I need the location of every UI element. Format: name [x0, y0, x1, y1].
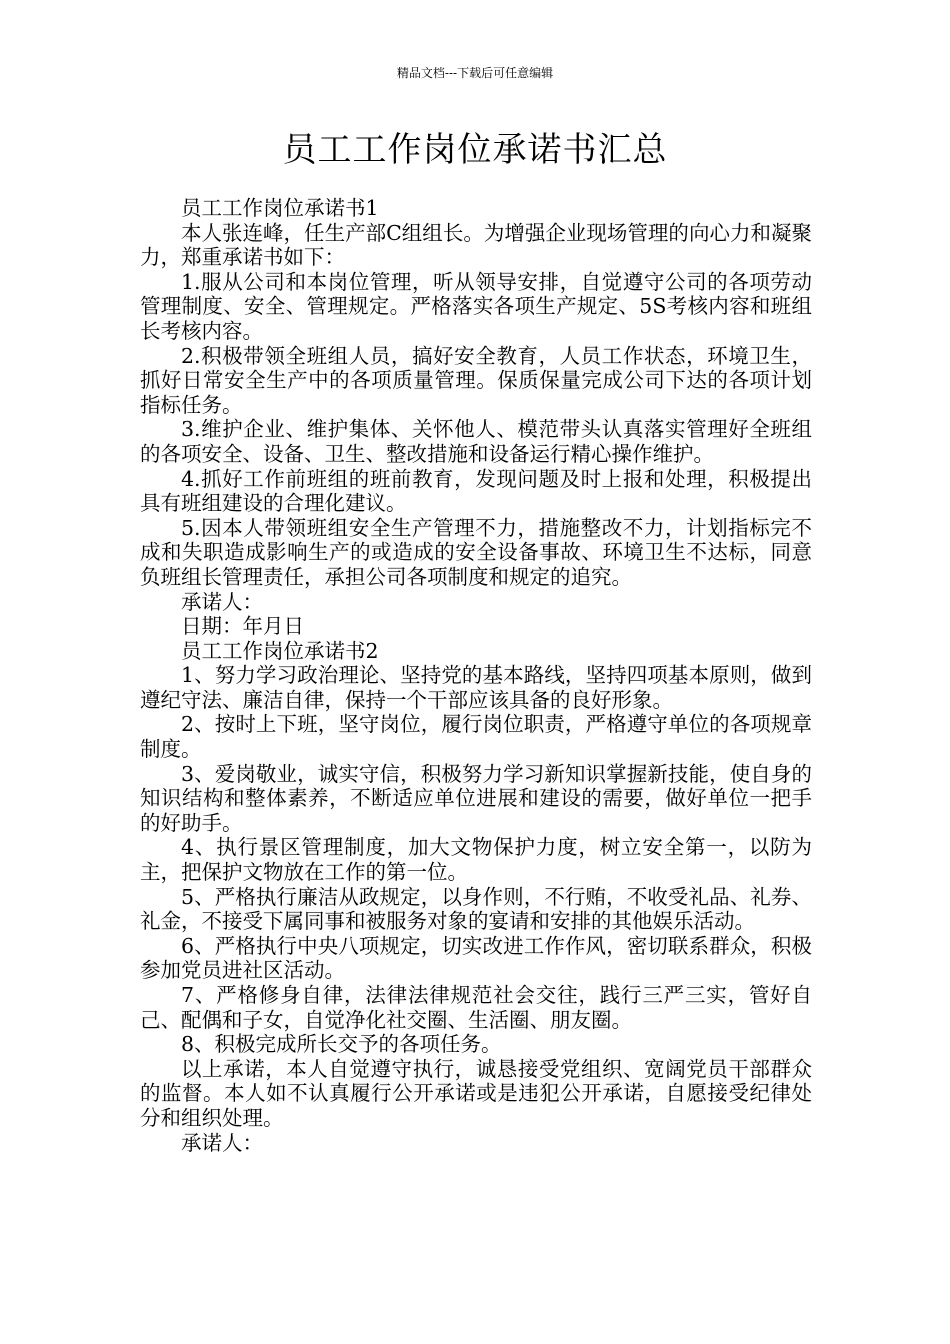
- paragraph: 7、严格修身自律，法律法律规范社会交往，践行三严三实，管好自己、配偶和子女，自觉净化社交圈、生活圈、朋友圈。: [140, 983, 812, 1032]
- section-heading-1: 员工工作岗位承诺书1: [181, 196, 379, 220]
- paragraph: 8、积极完成所长交予的各项任务。: [181, 1032, 502, 1057]
- signature-line: 承诺人：: [181, 1130, 263, 1155]
- paragraph: 3.维护企业、维护集体、关怀他人、模范带头认真落实管理好全班组的各项安全、设备、卫生、整改措施和设备运行精心操作维护。: [140, 417, 812, 466]
- paragraph: 4.抓好工作前班组的班前教育，发现问题及时上报和处理，积极提出具有班组建设的合理化建议。: [140, 466, 812, 516]
- paragraph: 以上承诺，本人自觉遵守执行，诚恳接受党组织、宽阔党员干部群众的监督。本人如不认真履行公开承诺或是违犯公开承诺，自愿接受纪律处分和组织处理。: [140, 1056, 812, 1130]
- header-note: 精品文档---下载后可任意编辑: [396, 66, 554, 80]
- signature-line: 承诺人：: [181, 589, 263, 614]
- section-heading-2: 员工工作岗位承诺书2: [181, 638, 379, 663]
- paragraph: 3、爱岗敬业，诚实守信，积极努力学习新知识掌握新技能，使自身的知识结构和整体素养，不断适应单位进展和建设的需要，做好单位一把手的好助手。: [140, 761, 812, 835]
- paragraph: 1、努力学习政治理论、坚持党的基本路线，坚持四项基本原则，做到遵纪守法、廉洁自律，保持一个干部应该具备的良好形象。: [140, 663, 812, 712]
- document-body: [140, 196, 812, 1155]
- paragraph: 1.服从公司和本岗位管理，听从领导安排，自觉遵守公司的各项劳动管理制度、安全、管理规定。严格落实各项生产规定、5S考核内容和班组长考核内容。: [140, 269, 812, 343]
- paragraph: 4、执行景区管理制度，加大文物保护力度，树立安全第一，以防为主，把保护文物放在工作的第一位。: [140, 835, 812, 885]
- paragraph: 5、严格执行廉洁从政规定，以身作则，不行贿，不收受礼品、礼券、礼金，不接受下属同事和被服务对象的宴请和安排的其他娱乐活动。: [140, 884, 812, 934]
- date-line: 日期：年月日: [181, 614, 304, 639]
- paragraph: 本人张连峰，任生产部C组组长。为增强企业现场管理的向心力和凝聚力，郑重承诺书如下：: [140, 220, 812, 270]
- paragraph: 5.因本人带领班组安全生产管理不力，措施整改不力，计划指标完不成和失职造成影响生产的或造成的安全设备事故、环境卫生不达标，同意负班组长管理责任，承担公司各项制度和规定的追究。: [140, 515, 812, 589]
- paragraph: 6、严格执行中央八项规定，切实改进工作作风，密切联系群众，积极参加党员进社区活动。: [140, 933, 812, 983]
- paragraph: 2.积极带领全班组人员，搞好安全教育，人员工作状态，环境卫生，抓好日常安全生产中的各项质量管理。保质保量完成公司下达的各项计划指标任务。: [140, 343, 812, 417]
- paragraph: 2、按时上下班，坚守岗位，履行岗位职责，严格遵守单位的各项规章制度。: [140, 712, 812, 762]
- document-title: 员工工作岗位承诺书汇总: [282, 130, 668, 170]
